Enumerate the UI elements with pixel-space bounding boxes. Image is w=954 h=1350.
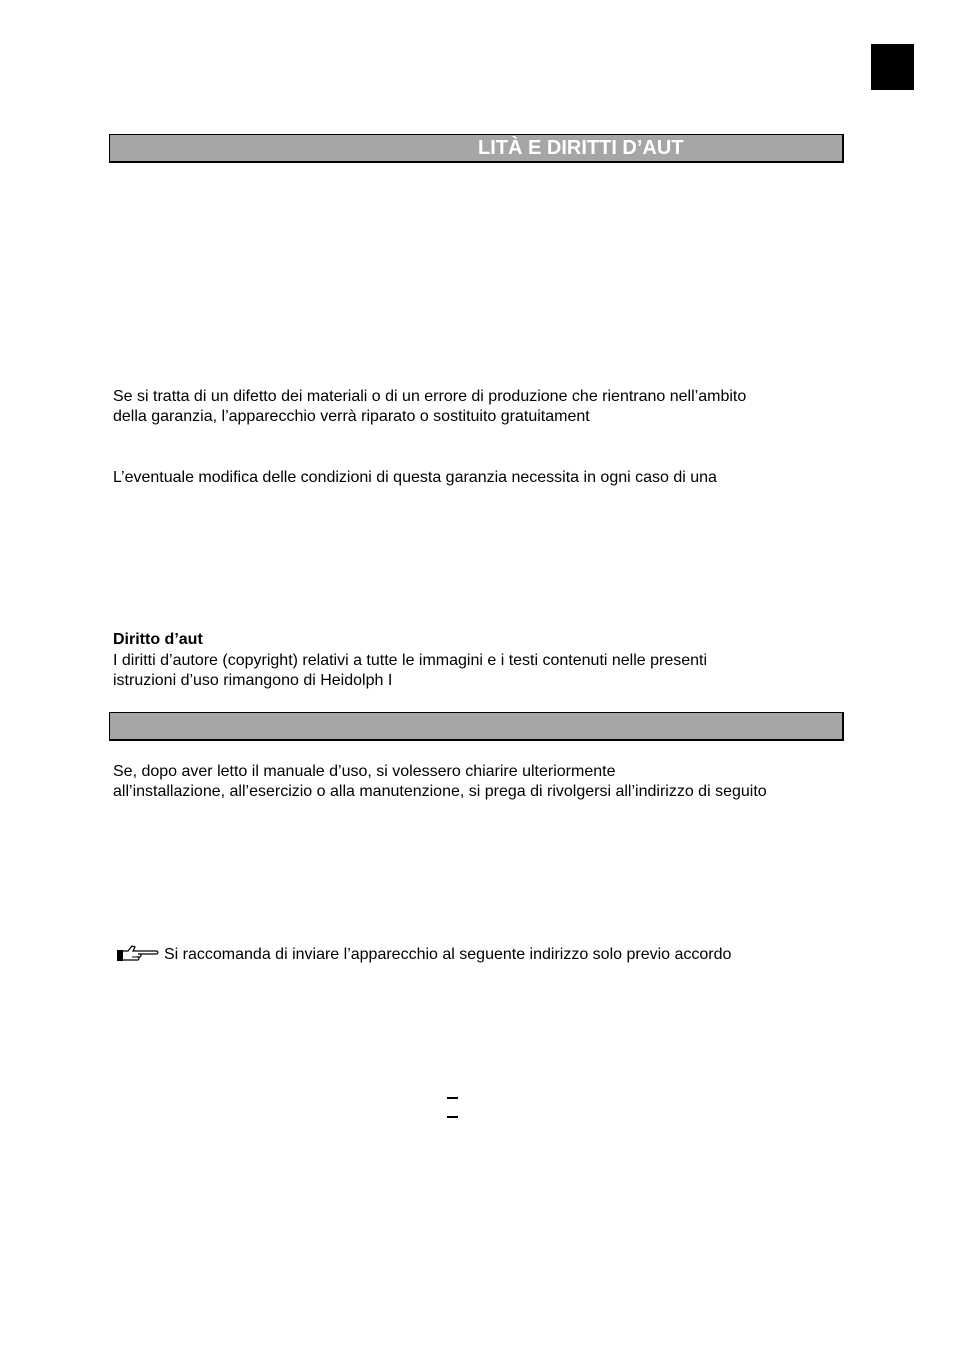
- warranty-paragraph-line-1: Se si tratta di un difetto dei materiali o di un errore di produzione che rientrano nell’ambito: [113, 388, 747, 405]
- dash-mark: [447, 1097, 458, 1099]
- warranty-modification-text: L’eventuale modifica delle condizioni di questa garanzia necessita in ogni caso di una: [113, 469, 717, 486]
- warranty-paragraph-line-2: della garanzia, l’apparecchio verrà riparato o sostituito gratuitament: [113, 408, 590, 425]
- section-header-questions: [109, 712, 844, 741]
- section-header-warranty: [109, 134, 844, 163]
- note-text: Si raccomanda di inviare l’apparecchio al seguente indirizzo solo previo accordo: [164, 946, 732, 963]
- questions-text-line-1: Se, dopo aver letto il manuale d’uso, si volessero chiarire ulteriormente: [113, 763, 616, 780]
- language-tab-marker: [871, 44, 914, 90]
- copyright-text-line-1: I diritti d’autore (copyright) relativi a tutte le immagini e i testi contenuti nelle presenti: [113, 652, 708, 669]
- questions-text-line-2: all’installazione, all’esercizio o alla manutenzione, si prega di rivolgersi all’indirizzo di seguito: [113, 783, 767, 800]
- section-title: LITÀ E DIRITTI D’AUT: [478, 137, 684, 159]
- copyright-text-line-2: istruzioni d’uso rimangono di Heidolph I: [113, 672, 393, 689]
- dash-mark: [447, 1116, 458, 1118]
- pointing-hand-icon: [116, 944, 160, 964]
- copyright-heading: Diritto d’aut: [113, 631, 203, 648]
